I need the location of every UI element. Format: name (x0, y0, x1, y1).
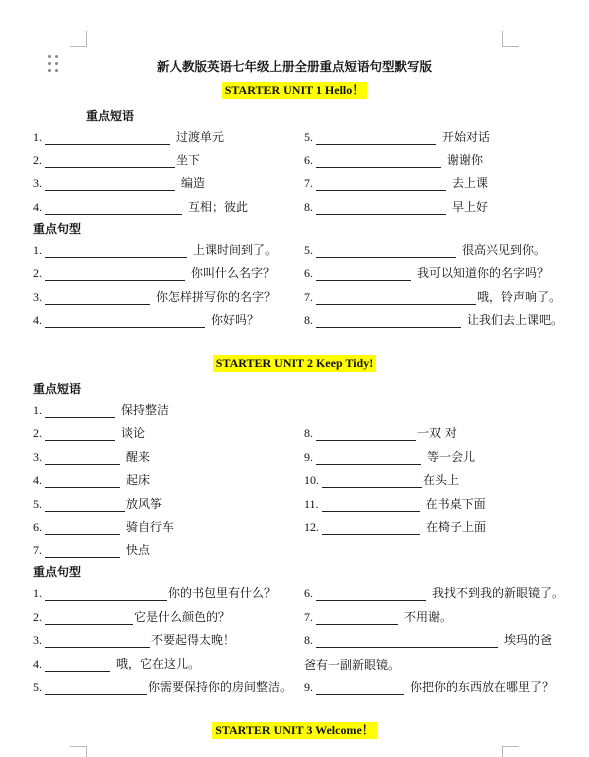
unit-heading: STARTER UNIT 3 Welcome！ (212, 722, 377, 739)
exercise-item: 1. 你的书包里有什么？ (33, 586, 277, 600)
exercise-item: 6. 我找不到我的新眼镜了。 (304, 586, 565, 600)
unit-heading: STARTER UNIT 2 Keep Tidy! (213, 355, 376, 372)
exercise-item: 6. 骑自行车 (33, 520, 175, 534)
crop-mark-top-right (502, 46, 519, 47)
exercise-item: 2. 你叫什么名字？ (33, 266, 276, 280)
exercise-item: 1. 上课时间到了。 (33, 243, 278, 257)
exercise-item: 2. 谈论 (33, 426, 146, 440)
section-label-phrases: 重点短语 (86, 109, 135, 123)
answer-blank[interactable] (45, 429, 115, 441)
exercise-item: 12. 在椅子上面 (304, 520, 487, 534)
exercise-item: 3. 编造 (33, 176, 206, 190)
answer-blank[interactable] (322, 500, 420, 512)
crop-mark-top-left (86, 31, 87, 47)
answer-blank[interactable] (45, 203, 182, 215)
section-label-phrases: 重点短语 (33, 382, 82, 396)
answer-blank[interactable] (45, 406, 115, 418)
answer-blank[interactable] (45, 316, 205, 328)
unit-heading: STARTER UNIT 1 Hello！ (222, 82, 368, 99)
exercise-item: 8. 一双 对 (304, 426, 457, 440)
exercise-item: 7. 去上课 (304, 176, 489, 190)
answer-blank[interactable] (316, 293, 476, 305)
answer-blank[interactable] (45, 269, 185, 281)
exercise-item: 1. 过渡单元 (33, 130, 225, 144)
exercise-item: 9. 你把你的东西放在哪里了？ (304, 680, 555, 694)
exercise-item: 6. 谢谢你 (304, 153, 484, 167)
exercise-item: 7. 哦，铃声响了。 (304, 290, 562, 304)
section-label-sentences: 重点句型 (33, 565, 82, 579)
answer-blank[interactable] (316, 246, 456, 258)
document-title: 新人教版英语七年级上册全册重点短语句型默写版 (156, 59, 432, 74)
answer-blank[interactable] (45, 546, 120, 558)
exercise-item: 5. 放风筝 (33, 497, 163, 511)
exercise-item: 8. 让我们去上课吧。 (304, 313, 564, 327)
answer-blank[interactable] (45, 156, 175, 168)
answer-blank[interactable] (316, 316, 461, 328)
exercise-item: 2. 它是什么颜色的？ (33, 610, 231, 624)
section-label-sentences: 重点句型 (33, 222, 82, 236)
crop-mark-bottom-left (86, 746, 87, 757)
answer-blank[interactable] (45, 589, 167, 601)
answer-blank[interactable] (45, 179, 175, 191)
answer-blank[interactable] (45, 683, 147, 695)
exercise-item: 4. 起床 (33, 473, 151, 487)
exercise-item: 9. 等一会儿 (304, 450, 476, 464)
answer-blank[interactable] (316, 133, 436, 145)
exercise-item: 4. 哦，它在这儿。 (33, 657, 201, 671)
exercise-item: 10. 在头上 (304, 473, 460, 487)
answer-blank[interactable] (316, 203, 446, 215)
answer-blank[interactable] (322, 523, 420, 535)
answer-blank[interactable] (316, 683, 404, 695)
exercise-item: 3. 醒来 (33, 450, 151, 464)
answer-blank[interactable] (45, 453, 120, 465)
crop-mark-bottom-right (502, 746, 519, 747)
crop-mark-top-left (70, 46, 87, 47)
answer-blank[interactable] (45, 500, 125, 512)
answer-blank[interactable] (316, 179, 446, 191)
answer-blank[interactable] (45, 293, 150, 305)
exercise-item: 8. 早上好 (304, 200, 489, 214)
unit-1-heading-row (0, 82, 589, 99)
unit-3-heading-row (0, 722, 589, 739)
exercise-item: 5. 你需要保持你的房间整洁。 (33, 680, 293, 694)
exercise-item: 6. 我可以知道你的名字吗？ (304, 266, 550, 280)
answer-blank[interactable] (316, 269, 411, 281)
answer-blank[interactable] (316, 613, 398, 625)
exercise-item: 4. 你好吗？ (33, 313, 260, 327)
answer-blank[interactable] (45, 660, 110, 672)
answer-blank[interactable] (322, 476, 422, 488)
exercise-item: 5. 开始对话 (304, 130, 491, 144)
answer-blank[interactable] (316, 429, 416, 441)
answer-blank[interactable] (45, 246, 187, 258)
answer-blank[interactable] (316, 636, 498, 648)
answer-blank[interactable] (316, 589, 426, 601)
answer-blank[interactable] (45, 133, 170, 145)
exercise-item: 4. 互相；彼此 (33, 200, 249, 214)
wrapped-text-line: 爸有一副新眼镜。 (304, 658, 401, 672)
exercise-item: 8. 埃玛的爸 (304, 633, 553, 647)
answer-blank[interactable] (316, 453, 421, 465)
exercise-item: 11. 在书桌下面 (304, 497, 486, 511)
answer-blank[interactable] (45, 636, 150, 648)
exercise-item: 2. 坐下 (33, 153, 201, 167)
exercise-item: 3. 你怎样拼写你的名字？ (33, 290, 277, 304)
exercise-item: 5. 很高兴见到你。 (304, 243, 547, 257)
crop-mark-bottom-right (502, 746, 503, 757)
crop-mark-top-right (502, 31, 503, 47)
exercise-item: 3. 不要起得太晚！ (33, 633, 236, 647)
unit-2-heading-row (0, 355, 589, 372)
exercise-item: 7. 快点 (33, 543, 151, 557)
answer-blank[interactable] (316, 156, 441, 168)
exercise-item: 1. 保持整洁 (33, 403, 170, 417)
exercise-item: 7. 不用谢。 (304, 610, 453, 624)
answer-blank[interactable] (45, 476, 120, 488)
answer-blank[interactable] (45, 523, 120, 535)
answer-blank[interactable] (45, 613, 133, 625)
crop-mark-bottom-left (70, 746, 87, 747)
